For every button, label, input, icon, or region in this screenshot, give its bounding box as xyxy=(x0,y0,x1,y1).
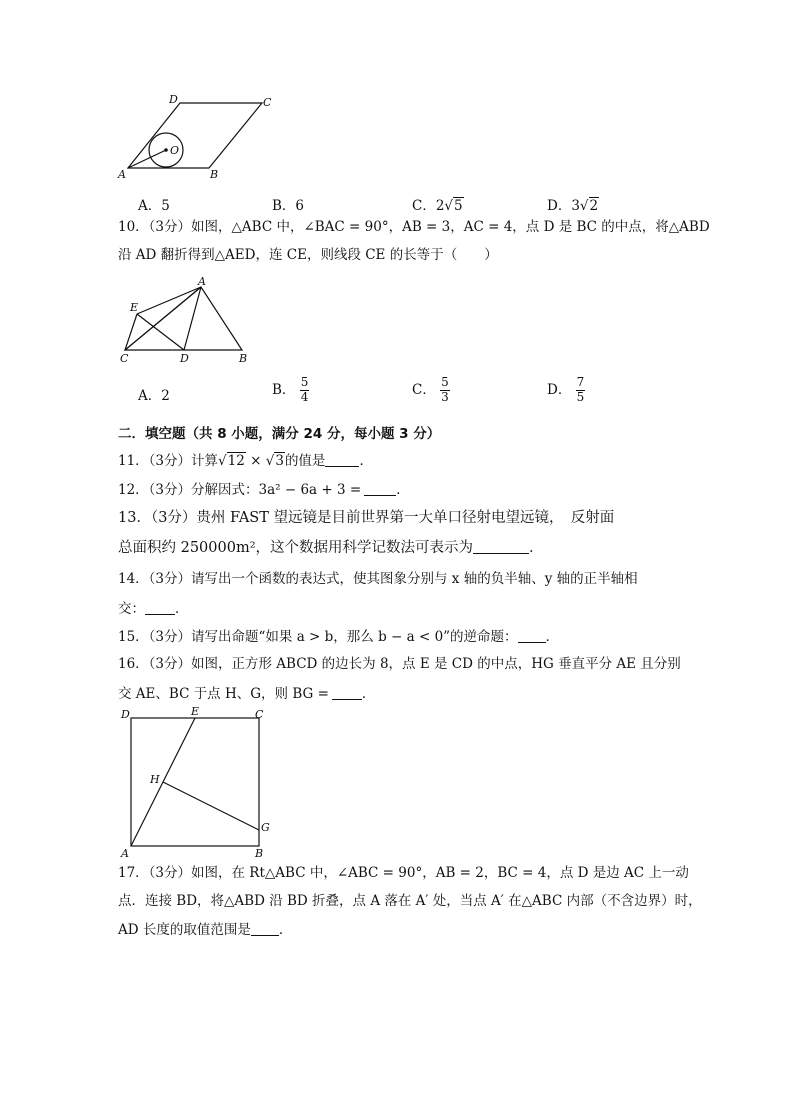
q15-answer-blank[interactable] xyxy=(518,630,546,643)
q17-line3: AD 长度的取值范围是 ． xyxy=(118,922,293,938)
label-c: C xyxy=(120,352,129,365)
q10-line1: 10．（3分）如图，△ABC 中，∠BAC = 90°，AB = 3，AC = 4，点 D 是 BC 的中点，将△ABD xyxy=(118,219,710,235)
q9-option-d-prefix: D．3 xyxy=(547,198,580,214)
label-e: E xyxy=(191,705,200,718)
q9-option-d-radicand: 2 xyxy=(589,198,599,214)
q17-text: AD 长度的取值范围是 xyxy=(118,922,251,938)
q11-answer-blank[interactable] xyxy=(325,454,359,467)
q15: 15．（3分）请写出命题“如果 a > b，那么 b − a < 0”的逆命题： ． xyxy=(118,629,560,645)
label-b: B xyxy=(255,847,264,860)
q17-line1: 17．（3分）如图，在 Rt△ABC 中，∠ABC = 90°，AB = 2，BC = 4，点 D 是边 AC 上一动 xyxy=(118,865,689,881)
figure-q16-square xyxy=(112,704,282,860)
label-e: E xyxy=(130,301,139,314)
q10-option-c xyxy=(412,376,450,405)
segment-ed xyxy=(137,314,184,350)
q17-line2: 点．连接 BD，将△ABD 沿 BD 折叠，点 A 落在 A′ 处，当点 A′ 在△ABC 内部（不含边界）时， xyxy=(118,893,702,909)
figure-q9-parallelogram xyxy=(112,92,282,182)
q11-suffix: 的值是 xyxy=(284,453,326,469)
q9-option-c: C．2√5 xyxy=(412,198,463,214)
label-b: B xyxy=(239,352,248,365)
q14-line2: 交： ． xyxy=(118,601,189,617)
label-c: C xyxy=(255,708,264,721)
q13-line1: 13．（3分）贵州 FAST 望远镜是目前世界第一大单口径射电望远镜， 反射面 xyxy=(118,510,615,526)
segment-ae xyxy=(137,287,201,314)
label-o: O xyxy=(170,144,180,157)
segment-ca xyxy=(125,287,201,350)
q16-text: 交 AE、BC 于点 H、G，则 BG = xyxy=(118,686,329,702)
q13-answer-blank[interactable] xyxy=(473,541,529,554)
segment-ao xyxy=(128,150,166,168)
q16-line2: 交 AE、BC 于点 H、G，则 BG = ． xyxy=(118,686,376,702)
label-d: D xyxy=(180,352,189,365)
label-d: D xyxy=(121,708,130,721)
label-a: A xyxy=(118,168,126,181)
q10-option-d xyxy=(547,376,585,405)
q11: 11．（3分）计算√12 × √3的值是 ． xyxy=(118,453,373,469)
q10-option-b-prefix: B． xyxy=(272,381,296,398)
q10-option-b xyxy=(272,376,309,405)
q9-option-c-radicand: 5 xyxy=(454,198,463,214)
q10-option-b-fraction: $\frac{5}{4}$ xyxy=(300,375,309,404)
q11-times: × xyxy=(250,453,262,469)
label-g: G xyxy=(261,821,270,834)
q10-option-d-prefix: D． xyxy=(547,381,572,398)
q14-answer-blank[interactable] xyxy=(145,602,175,615)
label-h: H xyxy=(150,773,160,786)
q10-option-d-fraction: $\frac{7}{5}$ xyxy=(576,375,585,404)
q9-option-a: A．5 xyxy=(138,198,170,214)
q10-option-c-fraction: $\frac{5}{3}$ xyxy=(441,375,449,404)
q13-line2: 总面积约 250000m²，这个数据用科学记数法可表示为 ． xyxy=(118,540,544,556)
q16-line1: 16．（3分）如图，正方形 ABCD 的边长为 8，点 E 是 CD 的中点，HG 垂直平分 AE 且分别 xyxy=(118,656,681,672)
q17-answer-blank[interactable] xyxy=(251,923,279,936)
q11-radicand-2: 3 xyxy=(275,453,284,469)
label-a: A xyxy=(121,847,129,860)
segment-hg xyxy=(163,782,259,830)
point-o xyxy=(164,148,168,152)
q11-prefix: 11．（3分）计算 xyxy=(118,453,219,469)
q11-radicand-1: 12 xyxy=(227,453,245,469)
q13-text: 总面积约 250000m²，这个数据用科学记数法可表示为 xyxy=(118,540,474,556)
label-c: C xyxy=(263,96,272,109)
q9-option-b: B．6 xyxy=(272,198,305,214)
q14-text: 交： xyxy=(118,601,145,617)
q12-answer-blank[interactable] xyxy=(364,483,396,496)
q16-answer-blank[interactable] xyxy=(332,687,362,700)
q10-option-c-prefix: C． xyxy=(412,381,436,398)
q15-text: 15．（3分）请写出命题“如果 a > b，那么 b − a < 0”的逆命题： xyxy=(118,629,518,645)
q12: 12．（3分）分解因式：3a² − 6a + 3 = ． xyxy=(118,482,410,498)
label-b: B xyxy=(210,168,219,181)
q14-line1: 14．（3分）请写出一个函数的表达式，使其图象分别与 x 轴的负半轴、y 轴的正半轴相 xyxy=(118,571,638,587)
segment-ad xyxy=(184,287,201,350)
q10-option-a: A．2 xyxy=(138,388,170,404)
figure-q10-triangle xyxy=(112,274,262,366)
q12-text: 12．（3分）分解因式：3a² − 6a + 3 = xyxy=(118,482,362,498)
q9-option-d: D．3√2 xyxy=(547,198,599,214)
label-a: A xyxy=(198,275,206,288)
label-d: D xyxy=(169,93,178,106)
q10-line2: 沿 AD 翻折得到△AED，连 CE，则线段 CE 的长等于（ ） xyxy=(118,247,498,263)
section-title-fill-in: 二．填空题（共 8 小题，满分 24 分，每小题 3 分） xyxy=(118,426,441,442)
q9-option-c-prefix: C．2 xyxy=(412,198,445,214)
